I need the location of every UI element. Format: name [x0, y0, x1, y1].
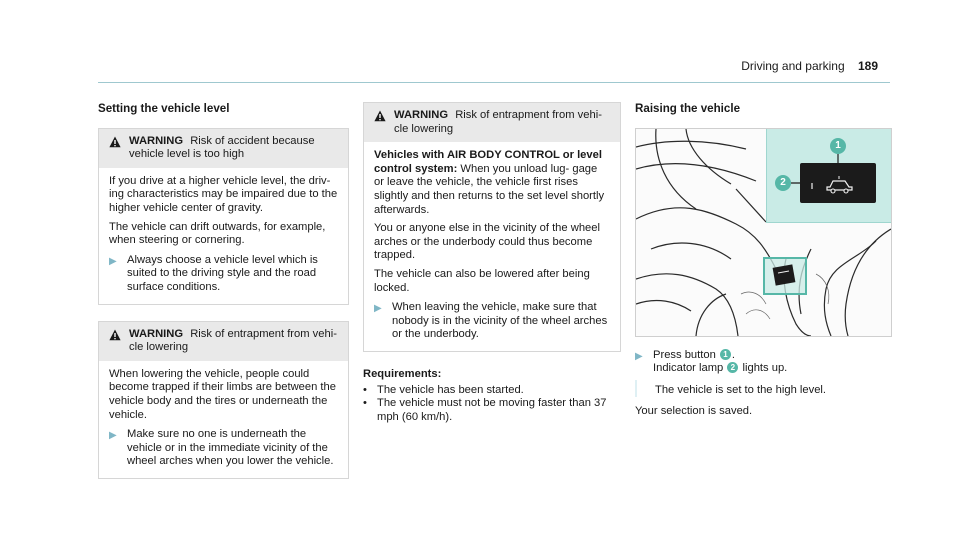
action-text: Make sure no one is underneath the vehicle or in the immediate vicinity of the wheel arches when you lower the vehicle. — [127, 428, 334, 468]
page-number: 189 — [857, 59, 878, 73]
vehicle-level-raise-icon — [800, 163, 876, 203]
warning-paragraph: The vehicle can drift outwards, for example, when steering or cornering. — [109, 220, 326, 247]
warning-label: WARNING — [394, 109, 449, 121]
action-text — [653, 349, 890, 376]
warning-text: When you unload lug- gage or leave the vehicle, the vehicle first rises slightly and then returns to the set level shortly afterwards. — [374, 162, 605, 216]
warning-box-entrapment — [98, 321, 349, 479]
list-item-text: The vehicle has been started. — [377, 383, 524, 396]
warning-title: Risk of accident because vehicle level is too high — [129, 134, 315, 161]
callout-1-inline: 1 — [720, 349, 731, 360]
warning-title: Risk of entrapment from vehi- cle lowering — [394, 109, 602, 135]
column-3 — [635, 102, 890, 419]
warning-body — [99, 168, 348, 304]
arrow-right-icon: ▶ — [109, 255, 117, 267]
warning-paragraph: The vehicle can also be lowered after being locked. — [374, 267, 590, 294]
warning-paragraph: You or anyone else in the vicinity of the wheel arches or the underbody could thus become trapped. — [374, 222, 600, 262]
warning-paragraph: If you drive at a higher vehicle level, the driv- ing characteristics may be impaired due to the higher vehicle center of gravity. — [109, 174, 338, 214]
action-step — [109, 428, 338, 469]
action-text: Always choose a vehicle level which is suited to the driving style and the road surface conditions. — [127, 253, 318, 293]
column-2 — [363, 102, 621, 424]
step-period: . — [731, 348, 736, 361]
warning-header — [364, 103, 620, 142]
section-title: Driving and parking — [741, 59, 845, 73]
requirements-title: Requirements: — [363, 367, 442, 380]
callout-1: 1 — [830, 138, 846, 154]
saved-text: Your selection is saved. — [635, 405, 753, 418]
column-1 — [98, 102, 349, 495]
bullet-icon: • — [363, 383, 367, 396]
callout-2: 2 — [775, 175, 791, 191]
figure-center-console — [635, 128, 892, 337]
warning-box-accident — [98, 128, 349, 305]
warning-header — [99, 322, 348, 361]
bullet-icon: • — [363, 397, 367, 410]
step-result — [635, 380, 890, 398]
warning-label: WARNING — [129, 134, 184, 147]
warning-triangle-icon — [109, 136, 121, 148]
warning-lead: Vehicles with AIR BODY CONTROL or level control system: — [374, 149, 602, 175]
warning-header — [99, 129, 348, 168]
figure-inset — [766, 129, 892, 223]
switch-button-icon — [765, 259, 805, 293]
arrow-right-icon: ▶ — [374, 303, 382, 315]
heading-setting-level: Setting the vehicle level — [98, 102, 230, 115]
warning-paragraph — [374, 149, 610, 217]
arrow-right-icon: ▶ — [109, 430, 117, 442]
result-text: The vehicle is set to the high level. — [655, 383, 827, 396]
press-text: Press button — [653, 348, 716, 361]
warning-title: Risk of entrapment from vehi- cle lowering — [129, 327, 337, 354]
warning-box-entrapment-air — [363, 102, 621, 352]
lights-text: lights up. — [742, 362, 788, 375]
warning-paragraph: When lowering the vehicle, people could become trapped if their limbs are between the vehicle body and the tires or underneath the vehicle. — [109, 367, 336, 421]
action-step — [109, 254, 338, 295]
list-item-text: The vehicle must not be moving faster than 37 mph (60 km/h). — [377, 397, 607, 423]
heading-raising-vehicle: Raising the vehicle — [635, 102, 741, 115]
arrow-right-icon: ▶ — [635, 350, 643, 362]
warning-body — [364, 142, 620, 351]
warning-triangle-icon — [109, 329, 121, 341]
list-item — [363, 397, 621, 424]
list-item — [363, 384, 621, 398]
highlighted-switch — [763, 257, 807, 295]
action-step — [635, 349, 890, 376]
warning-body — [99, 361, 348, 478]
header-rule — [98, 82, 890, 83]
indicator-text: Indicator lamp — [653, 362, 724, 375]
callout-2-inline: 2 — [727, 362, 738, 373]
action-step — [374, 301, 610, 342]
warning-label: WARNING — [129, 327, 184, 340]
button-panel — [800, 163, 876, 203]
action-text: When leaving the vehicle, make sure that nobody is in the vicinity of the wheel arches or the underbody. — [392, 301, 608, 341]
page-header — [741, 60, 878, 74]
warning-triangle-icon — [374, 110, 386, 122]
